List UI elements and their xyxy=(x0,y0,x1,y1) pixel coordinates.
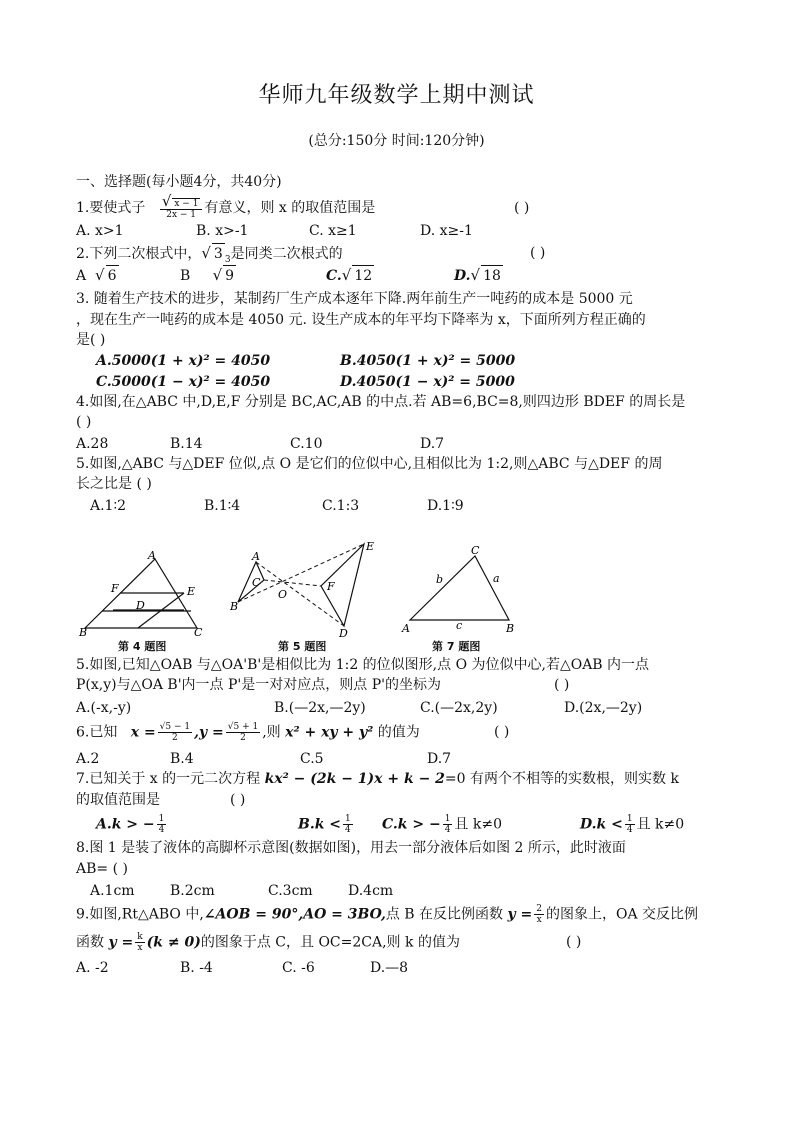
fig5-dashed-c-f xyxy=(264,580,321,586)
q9-condition: ∠AOB = 90°,AO = 3BO, xyxy=(203,906,386,923)
fig5-label-d: D xyxy=(339,627,348,638)
q6-x-fraction: $\frac{√5 - 1}{2}$ xyxy=(159,722,191,743)
q6-paren: ( ) xyxy=(494,724,510,740)
fig7-label-b-side: b xyxy=(436,573,444,586)
q2-option-b: B √ 9 xyxy=(180,266,235,284)
question-2: 2.下列二次根式中，√ 3 $_3$是同类二次根式的 xyxy=(76,244,343,265)
question-9-line-1: 9.如图,Rt△ABO 中,∠AOB = 90°,AO = 3BO,点 B 在反比例函数 y = $\frac{2}{x}$ 的图象上，OA 交反比例 xyxy=(76,904,699,925)
fig5-label-c: C xyxy=(252,576,261,589)
fig5-label-b: B xyxy=(230,600,239,613)
q4-option-b: B.14 xyxy=(170,436,203,452)
q6-option-a: A.2 xyxy=(76,751,100,767)
figure-4 xyxy=(76,545,216,637)
question-4-line-2: ( ) xyxy=(76,414,92,430)
fig4-label-b: B xyxy=(79,626,88,637)
q6-option-d: D.7 xyxy=(427,751,452,767)
fig7-label-b-vertex: B xyxy=(506,622,515,635)
q5b-option-b: B.(—2x,—2y) xyxy=(274,700,366,716)
q8-option-c: C.3cm xyxy=(268,883,313,899)
q2-radicand: 3 xyxy=(212,243,225,264)
fig7-caption: 第 7 题图 xyxy=(432,640,481,653)
q5b-option-c: C.(—2x,2y) xyxy=(420,700,498,716)
question-6: 6.已知 x = $\frac{√5 - 1}{2}$ ,y = $\frac{√5 + 1}{2}$ ,则 x² + xy + y² 的值为 xyxy=(76,722,420,743)
q1-option-a: A. x>1 xyxy=(76,223,124,239)
q7-option-b: B.k < $\frac{1}{4}$ xyxy=(298,814,351,835)
question-1 xyxy=(76,192,376,220)
fig5-label-o: O xyxy=(278,588,288,601)
q5-option-d: D.1∶9 xyxy=(427,498,464,514)
fig7-label-a-side: a xyxy=(493,572,500,585)
question-5-line-2: 长之比是 ( ) xyxy=(76,476,152,492)
q2-subscript: 3 xyxy=(224,254,231,265)
question-7-line-1: 7.已知关于 x 的一元二次方程 kx² − (2k − 1)x + k − 2=0 有两个不相等的实数根，则实数 k xyxy=(76,771,679,787)
fig4-label-c: C xyxy=(194,626,203,637)
q1-paren: ( ) xyxy=(514,200,530,216)
question-8-line-1: 8.图 1 是装了液体的高脚杯示意图(数据如图)，用去一部分液体后如图 2 所示，此时液面 xyxy=(76,840,626,856)
q4-option-d: D.7 xyxy=(420,436,445,452)
q3-option-a: A.5000(1 + x)² = 4050 xyxy=(96,353,271,369)
q8-option-d: D.4cm xyxy=(348,883,394,899)
q2-option-a: A √ 6 xyxy=(76,266,117,284)
fig4-label-a: A xyxy=(148,549,156,562)
question-7-line-2: 的取值范围是 xyxy=(76,792,160,808)
fig5-label-a: A xyxy=(252,550,260,563)
question-5b-line-2: P(x,y)与△OA B'内一点 P'是一对对应点，则点 P'的坐标为 xyxy=(76,677,441,693)
figure-7 xyxy=(398,540,526,636)
q5b-paren: ( ) xyxy=(554,677,570,693)
q9-paren: ( ) xyxy=(566,934,582,950)
q2-option-a-radicand: 6 xyxy=(106,265,119,286)
section-heading: 一、选择题(每小题4分，共40分) xyxy=(76,174,282,190)
q2-option-d: D.√ 18 xyxy=(454,266,501,284)
q2-prefix: 2.下列二次根式中， xyxy=(76,246,202,262)
q5-option-c: C.1:3 xyxy=(322,498,360,514)
q7-equation: kx² − (2k − 1)x + k − 2 xyxy=(264,771,445,787)
fig4-label-e: E xyxy=(187,585,196,598)
question-5-line-1: 5.如图,△ABC 与△DEF 位似,点 O 是它们的位似中心,且相似比为 1:2,则△ABC 与△DEF 的周 xyxy=(76,456,663,472)
q7-option-a: A.k > − $\frac{1}{4}$ xyxy=(96,814,165,835)
q1-prefix: 1.要使式子 xyxy=(76,200,146,216)
q5-option-a: A.1∶2 xyxy=(90,498,127,514)
q9-option-b: B. -4 xyxy=(180,960,213,976)
q2-option-c-radicand: 12 xyxy=(352,265,374,286)
question-8-line-2: AB= ( ) xyxy=(76,861,128,877)
question-9-line-2: 函数 y = $\frac{k}{x}$ (k ≠ 0)的图象于点 C，且 OC=2CA,则 k 的值为 xyxy=(76,932,460,953)
q9-option-a: A. -2 xyxy=(76,960,109,976)
q1-denominator: 2x − 1 xyxy=(166,210,197,220)
q3-option-c: C.5000(1 − x)² = 4050 xyxy=(96,374,271,390)
figure-5 xyxy=(226,538,382,638)
fig5-label-e: E xyxy=(366,540,375,553)
question-5b-line-1: 5.如图,已知△OAB 与△OA'B'是相似比为 1:2 的位似图形,点 O 为位似中心,若△OAB 内一点 xyxy=(76,657,650,673)
q7-paren: ( ) xyxy=(230,792,246,808)
fig4-label-d: D xyxy=(136,599,145,612)
fig7-triangle xyxy=(410,556,509,620)
q5b-option-a: A.(-x,-y) xyxy=(76,700,132,716)
q1-option-d: D. x≥-1 xyxy=(420,223,473,239)
q1-suffix: 有意义，则 x 的取值范围是 xyxy=(204,200,376,216)
q2-option-c: C.√ 12 xyxy=(326,266,373,284)
q4-option-a: A.28 xyxy=(76,436,109,452)
page-title: 华师九年级数学上期中测试 xyxy=(258,83,535,108)
fig5-label-f: F xyxy=(327,580,335,593)
question-3-line-2: ，现在生产一吨药的成本是 4050 元. 设生产成本的年平均下降率为 x，下面所列方程正确的 xyxy=(76,312,646,328)
question-3-line-1: 3. 随着生产技术的进步，某制药厂生产成本逐年下降.两年前生产一吨药的成本是 5000 元 xyxy=(76,291,633,307)
q4-option-c: C.10 xyxy=(290,436,323,452)
q1-option-b: B. x>-1 xyxy=(196,223,249,239)
q5-option-b: B.1∶4 xyxy=(204,498,241,514)
q1-numerator: x − 1 xyxy=(174,199,199,209)
fig7-label-c-vertex: C xyxy=(471,544,480,557)
q3-option-d: D.4050(1 − x)² = 5000 xyxy=(340,374,515,390)
q8-option-b: B.2cm xyxy=(170,883,215,899)
q6-option-c: C.5 xyxy=(300,751,324,767)
q7-option-c: C.k > − $\frac{1}{4}$ 且 k≠0 xyxy=(382,814,502,835)
q1-option-c: C. x≥1 xyxy=(309,223,357,239)
fig7-label-a-vertex: A xyxy=(402,622,410,635)
q6-option-b: B.4 xyxy=(170,751,194,767)
q2-paren: ( ) xyxy=(530,245,546,261)
q6-y-fraction: $\frac{√5 + 1}{2}$ xyxy=(227,722,259,743)
q6-expression: x² + xy + y² xyxy=(285,724,374,741)
fig5-caption: 第 5 题图 xyxy=(278,640,327,653)
question-3-line-3: 是( ) xyxy=(76,332,106,348)
fig4-label-f: F xyxy=(111,582,119,595)
q1-fraction: $\frac{√ x - 1}{2x - 1}$ xyxy=(160,196,203,220)
q2-suffix: 是同类二次根式的 xyxy=(230,246,343,262)
question-4-line-1: 4.如图,在△ABC 中,D,E,F 分别是 BC,AC,AB 的中点.若 AB=6,BC=8,则四边形 BDEF 的周长是 xyxy=(76,394,686,410)
q5b-option-d: D.(2x,—2y) xyxy=(564,700,643,716)
q9-option-d: D.—8 xyxy=(370,960,409,976)
q9-option-c: C. -6 xyxy=(282,960,315,976)
q2-option-d-radicand: 18 xyxy=(481,265,503,286)
q7-option-d: D.k < $\frac{1}{4}$ 且 k≠0 xyxy=(580,814,685,835)
fig4-caption: 第 4 题图 xyxy=(118,640,167,653)
q3-option-b: B.4050(1 + x)² = 5000 xyxy=(340,353,516,369)
q2-option-b-radicand: 9 xyxy=(223,265,236,286)
q8-option-a: A.1cm xyxy=(90,883,135,899)
fig5-dashed-a-d xyxy=(256,562,344,626)
page-subtitle: (总分:150分 时间:120分钟) xyxy=(308,133,485,149)
fig7-label-c-side: c xyxy=(456,619,463,632)
